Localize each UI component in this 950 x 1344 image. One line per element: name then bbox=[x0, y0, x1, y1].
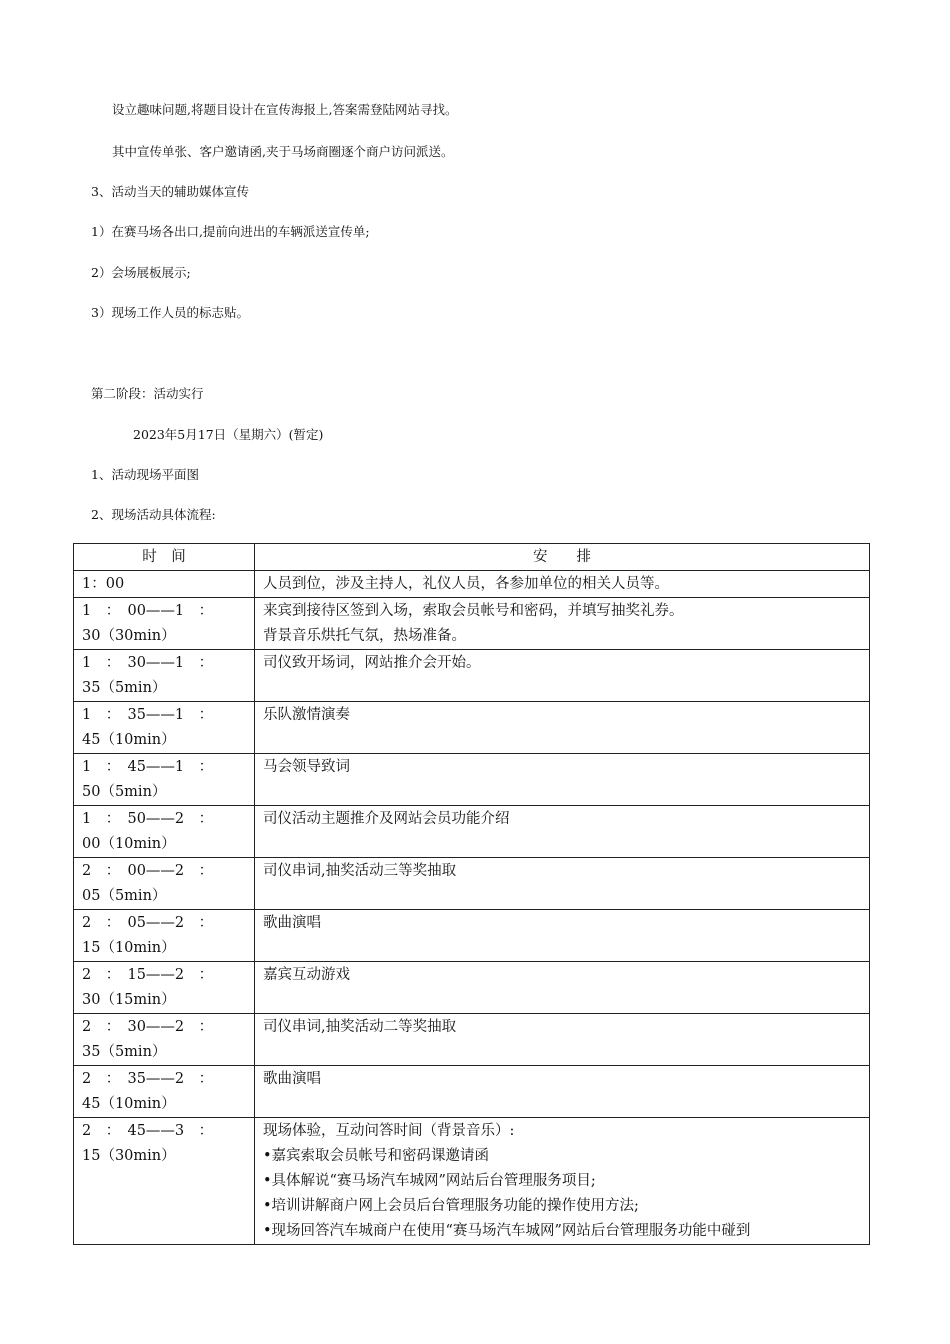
list-item-flyers: 1）在赛马场各出口,提前向进出的车辆派送宣传单; bbox=[91, 224, 370, 239]
header-time: 时 间 bbox=[74, 544, 255, 571]
arrangement-text: •现场回答汽车城商户在使用“赛马场汽车城网”网站后台管理服务功能中碰到 bbox=[263, 1223, 751, 1239]
heading-floor-plan: 1、活动现场平面图 bbox=[91, 467, 199, 482]
arrangement-text: 马会领导致词 bbox=[263, 759, 350, 775]
time-text: 1 ： 30——1 ： bbox=[82, 655, 214, 671]
table-row bbox=[74, 702, 870, 754]
arrangement-cell bbox=[255, 650, 870, 702]
time-cell bbox=[74, 962, 255, 1014]
arrangement-text: 嘉宾互动游戏 bbox=[263, 967, 350, 983]
time-cell bbox=[74, 598, 255, 650]
table-row bbox=[74, 1118, 870, 1245]
time-text: 1 ： 35——1 ： bbox=[82, 707, 214, 723]
time-cell bbox=[74, 754, 255, 806]
arrangement-cell bbox=[255, 910, 870, 962]
time-text: 15（10min） bbox=[82, 940, 176, 956]
time-text: 35（5min） bbox=[82, 1044, 167, 1060]
time-text: 2 ： 45——3 ： bbox=[82, 1123, 214, 1139]
arrangement-text: 歌曲演唱 bbox=[263, 915, 321, 931]
arrangement-cell bbox=[255, 754, 870, 806]
arrangement-cell bbox=[255, 1118, 870, 1245]
arrangement-text: 来宾到接待区签到入场，索取会员帐号和密码，并填写抽奖礼券。 bbox=[263, 603, 684, 619]
arrangement-text: 司仪串词,抽奖活动三等奖抽取 bbox=[263, 863, 457, 879]
time-text: 45（10min） bbox=[82, 732, 176, 748]
heading-flow: 2、现场活动具体流程: bbox=[91, 507, 216, 522]
time-text: 05（5min） bbox=[82, 888, 167, 904]
table-row bbox=[74, 1014, 870, 1066]
arrangement-text: 司仪串词,抽奖活动二等奖抽取 bbox=[263, 1019, 457, 1035]
time-text: 35（5min） bbox=[82, 680, 167, 696]
time-text: 1 ： 45——1 ： bbox=[82, 759, 214, 775]
arrangement-cell bbox=[255, 571, 870, 598]
header-arrangement: 安 排 bbox=[255, 544, 870, 571]
time-text: 45（10min） bbox=[82, 1096, 176, 1112]
paragraph-flyer-distribution: 其中宣传单张、客户邀请函,夹于马场商圈逐个商户访问派送。 bbox=[112, 144, 454, 159]
table-row bbox=[74, 754, 870, 806]
event-date: 2023年5月17日（星期六）(暂定) bbox=[133, 427, 324, 442]
time-text: 2 ： 15——2 ： bbox=[82, 967, 214, 983]
time-text: 1：00 bbox=[82, 576, 125, 592]
time-cell bbox=[74, 1014, 255, 1066]
time-cell bbox=[74, 650, 255, 702]
list-item-exhibit-boards: 2）会场展板展示; bbox=[91, 265, 191, 280]
table-row bbox=[74, 571, 870, 598]
arrangement-text: 背景音乐烘托气氛，热场准备。 bbox=[263, 628, 466, 644]
time-text: 2 ： 05——2 ： bbox=[82, 915, 214, 931]
list-item-staff-badges: 3）现场工作人员的标志贴。 bbox=[91, 305, 249, 320]
table-row bbox=[74, 962, 870, 1014]
time-text: 1 ： 50——2 ： bbox=[82, 811, 214, 827]
time-cell bbox=[74, 910, 255, 962]
time-text: 30（15min） bbox=[82, 992, 176, 1008]
time-text: 1 ： 00——1 ： bbox=[82, 603, 214, 619]
heading-phase-two: 第二阶段：活动实行 bbox=[91, 386, 204, 401]
arrangement-text: 现场体验，互动问答时间（背景音乐）: bbox=[263, 1123, 515, 1139]
table-row bbox=[74, 1066, 870, 1118]
time-cell bbox=[74, 571, 255, 598]
table-header-row bbox=[74, 544, 870, 571]
time-cell bbox=[74, 1118, 255, 1245]
table-row bbox=[74, 598, 870, 650]
time-cell bbox=[74, 806, 255, 858]
arrangement-cell bbox=[255, 962, 870, 1014]
arrangement-cell bbox=[255, 858, 870, 910]
arrangement-text: 歌曲演唱 bbox=[263, 1071, 321, 1087]
arrangement-text: 司仪活动主题推介及网站会员功能介绍 bbox=[263, 811, 510, 827]
arrangement-cell bbox=[255, 1014, 870, 1066]
arrangement-text: •嘉宾索取会员帐号和密码课邀请函 bbox=[263, 1148, 490, 1164]
schedule-table bbox=[73, 543, 870, 1245]
time-cell bbox=[74, 702, 255, 754]
time-text: 30（30min） bbox=[82, 628, 176, 644]
table-row bbox=[74, 650, 870, 702]
paragraph-quiz-design: 设立趣味问题,将题目设计在宣传海报上,答案需登陆网站寻找。 bbox=[112, 102, 458, 117]
arrangement-text: 人员到位，涉及主持人，礼仪人员，各参加单位的相关人员等。 bbox=[263, 576, 669, 592]
time-text: 2 ： 00——2 ： bbox=[82, 863, 214, 879]
heading-media-support: 3、活动当天的辅助媒体宣传 bbox=[91, 184, 249, 199]
arrangement-text: 乐队激情演奏 bbox=[263, 707, 350, 723]
table-row bbox=[74, 806, 870, 858]
arrangement-cell bbox=[255, 702, 870, 754]
time-text: 15（30min） bbox=[82, 1148, 176, 1164]
arrangement-text: •具体解说“赛马场汽车城网”网站后台管理服务项目; bbox=[263, 1173, 596, 1189]
arrangement-text: 司仪致开场词，网站推介会开始。 bbox=[263, 655, 481, 671]
time-text: 50（5min） bbox=[82, 784, 167, 800]
time-cell bbox=[74, 1066, 255, 1118]
time-text: 2 ： 35——2 ： bbox=[82, 1071, 214, 1087]
arrangement-cell bbox=[255, 806, 870, 858]
arrangement-text: •培训讲解商户网上会员后台管理服务功能的操作使用方法; bbox=[263, 1198, 639, 1214]
arrangement-cell bbox=[255, 598, 870, 650]
table-row bbox=[74, 858, 870, 910]
time-cell bbox=[74, 858, 255, 910]
time-text: 00（10min） bbox=[82, 836, 176, 852]
arrangement-cell bbox=[255, 1066, 870, 1118]
table-row bbox=[74, 910, 870, 962]
time-text: 2 ： 30——2 ： bbox=[82, 1019, 214, 1035]
